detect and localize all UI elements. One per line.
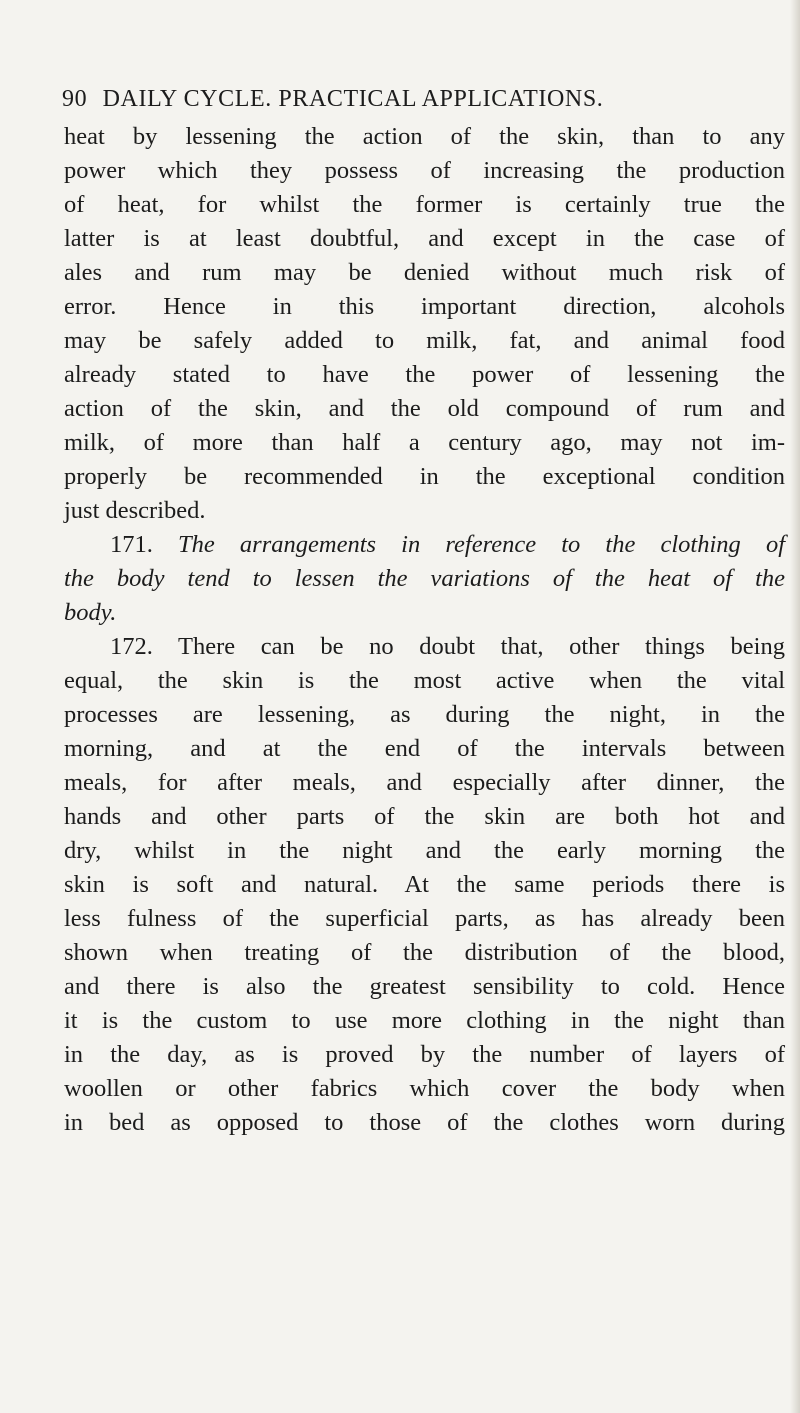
text-line: There can be no doubt that, other things being [178, 633, 785, 660]
body-text [64, 120, 785, 1140]
text-line: and there is also the greatest sensibility to cold. Hence [64, 973, 785, 1000]
text-line: in bed as opposed to those of the clothes worn during [64, 1109, 785, 1136]
text-line: equal, the skin is the most active when the vital [64, 667, 785, 694]
text-line: processes are lessening, as during the night, in the [64, 701, 785, 728]
page-edge-shadow [790, 0, 800, 1413]
text-line: dry, whilst in the night and the early morning the [64, 837, 785, 864]
text-line: power which they possess of increasing the production [64, 157, 785, 184]
text-line: it is the custom to use more clothing in the night than [64, 1007, 785, 1034]
section-number: 172. [110, 633, 153, 660]
section-heading-text: The arrangements in reference to the clothing of [178, 531, 785, 558]
text-line: of heat, for whilst the former is certainly true the [64, 191, 785, 218]
text-line: properly be recommended in the exceptional condition [64, 463, 785, 490]
text-line: morning, and at the end of the intervals between [64, 735, 785, 762]
text-line: latter is at least doubtful, and except in the case of [64, 225, 785, 252]
section-heading-text: body. [64, 599, 117, 626]
section-heading-text: the body tend to lessen the variations of the heat of the [64, 565, 785, 592]
text-line: ales and rum may be denied without much risk of [64, 259, 785, 286]
section-number: 171. [110, 531, 153, 558]
text-line: heat by lessening the action of the skin, than to any [64, 123, 785, 150]
text-line: meals, for after meals, and especially after dinner, the [64, 769, 785, 796]
section-heading-171 [64, 528, 785, 562]
text-line: hands and other parts of the skin are both hot and [64, 803, 785, 830]
text-line: error. Hence in this important direction, alcohols [64, 293, 785, 320]
text-line: shown when treating of the distribution of the blood, [64, 939, 785, 966]
page-number: 90 [62, 86, 88, 112]
text-line: less fulness of the superficial parts, as has already been [64, 905, 785, 932]
text-line: action of the skin, and the old compound of rum and [64, 395, 785, 422]
text-line: woollen or other fabrics which cover the body when [64, 1075, 785, 1102]
text-line: just described. [64, 497, 206, 524]
text-line: milk, of more than half a century ago, may not im- [64, 429, 785, 456]
text-line: in the day, as is proved by the number of layers of [64, 1041, 785, 1068]
text-line: already stated to have the power of lessening the [64, 361, 785, 388]
paragraph-172-first-line [64, 630, 785, 664]
running-head-title: DAILY CYCLE. PRACTICAL APPLICATIONS. [102, 86, 604, 112]
running-head [62, 84, 782, 114]
text-line: may be safely added to milk, fat, and animal food [64, 327, 785, 354]
text-line: skin is soft and natural. At the same periods there is [64, 871, 785, 898]
